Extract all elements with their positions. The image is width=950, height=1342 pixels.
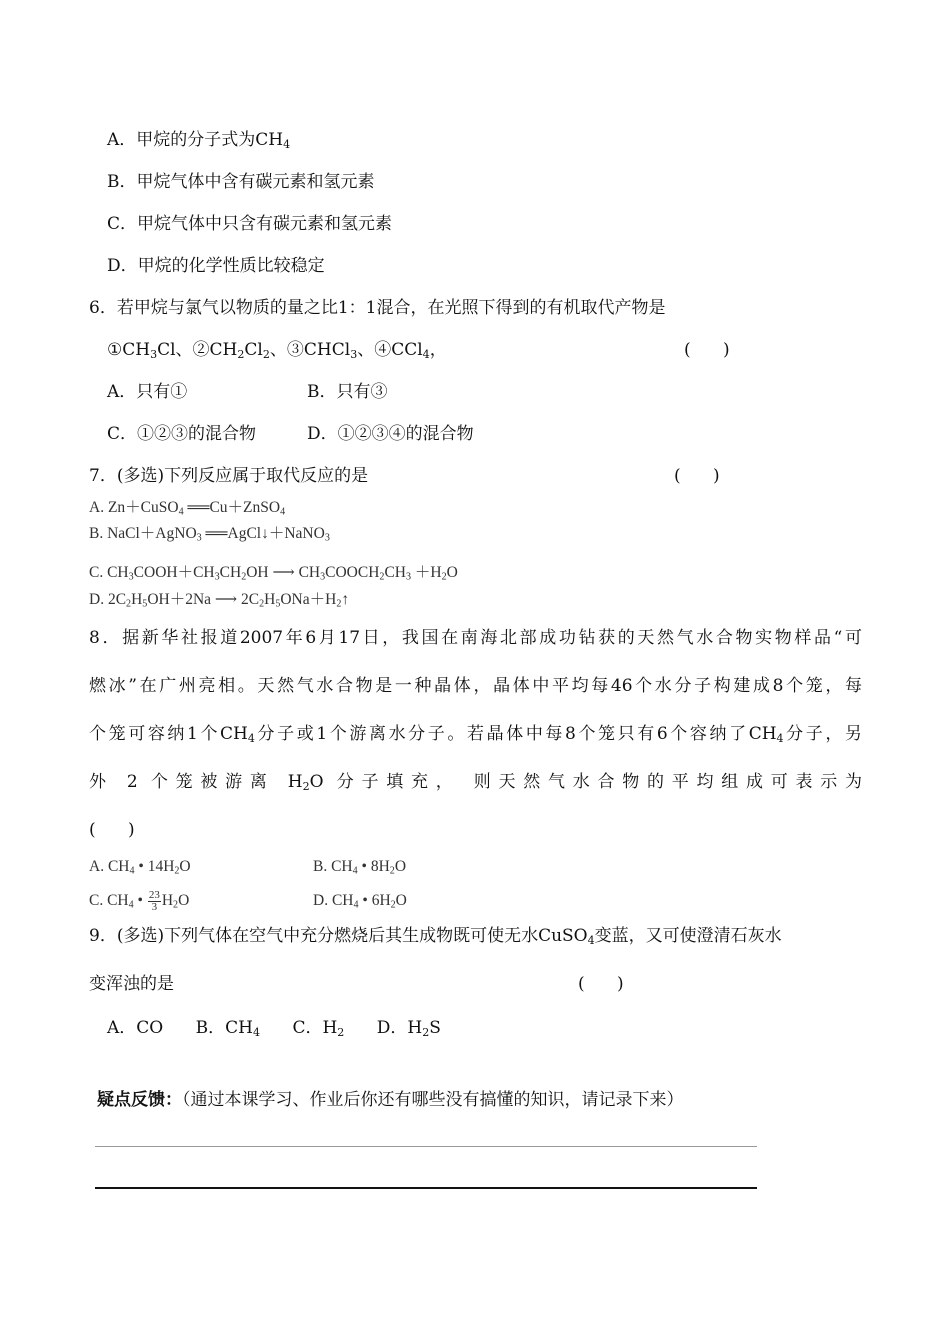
q6-answer-bracket: ( )	[684, 340, 730, 360]
q8-line-3: 个笼可容纳1个$CH_4$分子或1个游离水分子。若晶体中每8个笼只有6个容纳了$CH_4$分子，另	[89, 724, 862, 745]
q6-option-d: D．①②③④的混合物	[307, 424, 474, 444]
q7-stem: 7．(多选)下列反应属于取代反应的是	[89, 466, 369, 486]
q5-option-c: C．甲烷气体中只含有碳元素和氢元素	[107, 214, 393, 234]
q9-options: A．CO B．$CH_4$ C．$H_2$ D．$H_2S$	[107, 1018, 441, 1039]
q9-line-2: 变浑浊的是	[89, 974, 174, 994]
feedback-prompt	[97, 1088, 684, 1112]
q8-option-b: B. $CH_4$ • $8H_2O$	[313, 858, 407, 877]
q5-option-b: B．甲烷气体中含有碳元素和氢元素	[107, 172, 375, 192]
q8-option-d: D. $CH_4$ • $6H_2O$	[313, 892, 407, 911]
fraction: $\frac{23}{3}$	[148, 888, 160, 913]
q8-answer-bracket: ( )	[89, 820, 135, 840]
q9-answer-bracket: ( )	[578, 974, 624, 994]
q8-line-2: 燃冰”在广州亮相。天然气水合物是一种晶体，晶体中平均每46个水分子构建成8个笼，每	[89, 676, 862, 696]
q8-line-4: 外 2 个笼被游离 $H_2O$ 分子填充， 则天然气水合物的平均组成可表示为	[89, 772, 862, 793]
q5-option-d: D．甲烷的化学性质比较稳定	[107, 256, 325, 276]
q6-products: $①CH_3Cl$、$②CH_2Cl_2$、③CHCl$_3$、④CCl$_4$，	[107, 340, 447, 361]
answer-line-1	[95, 1146, 757, 1147]
q6-stem: 6．若甲烷与氯气以物质的量之比1：1混合，在光照下得到的有机取代产物是	[89, 298, 666, 318]
feedback-label: 疑点反馈：	[97, 1090, 182, 1110]
q9-line-1: 9．(多选)下列气体在空气中充分燃烧后其生成物既可使无水CuSO$_4$变蓝，又可使澄清石灰水	[89, 926, 782, 947]
q8-option-a: A. $CH_4$ • $14H_2O$	[89, 858, 191, 877]
q6-option-c: C．①②③的混合物	[107, 424, 257, 444]
q7-answer-bracket: ( )	[674, 466, 720, 486]
q7-option-c: C. $CH_3COOH+CH_3CH_2OH$ ⟶ $CH_3COOCH_2CH_3 +H_2O$	[89, 564, 458, 583]
q7-option-b: B. NaCl＋AgNO$_3$ ══AgCl↓＋NaNO$_3$	[89, 525, 330, 544]
q8-option-c: C. $CH_4$ • $\frac{23}{3}$ $H_2O$	[89, 888, 190, 913]
feedback-instruction: （通过本课学习、作业后你还有哪些没有搞懂的知识，请记录下来）	[182, 1090, 684, 1110]
q7-option-a: A. Zn＋CuSO$_4$ ══Cu＋ZnSO$_4$	[89, 499, 286, 518]
q8-line-1: 8．据新华社报道2007年6月17日，我国在南海北部成功钻获的天然气水合物实物样品“可	[89, 628, 862, 648]
answer-line-2	[95, 1187, 757, 1189]
q5-option-a: A．甲烷的分子式为$CH_4$	[107, 130, 291, 151]
q7-option-d: D. $2C_2H_5OH+2Na$ ⟶ $2C_2H_5ONa+H_2↑$	[89, 591, 350, 610]
q6-option-b: B．只有③	[307, 382, 388, 402]
q6-option-a: A．只有①	[107, 382, 188, 402]
